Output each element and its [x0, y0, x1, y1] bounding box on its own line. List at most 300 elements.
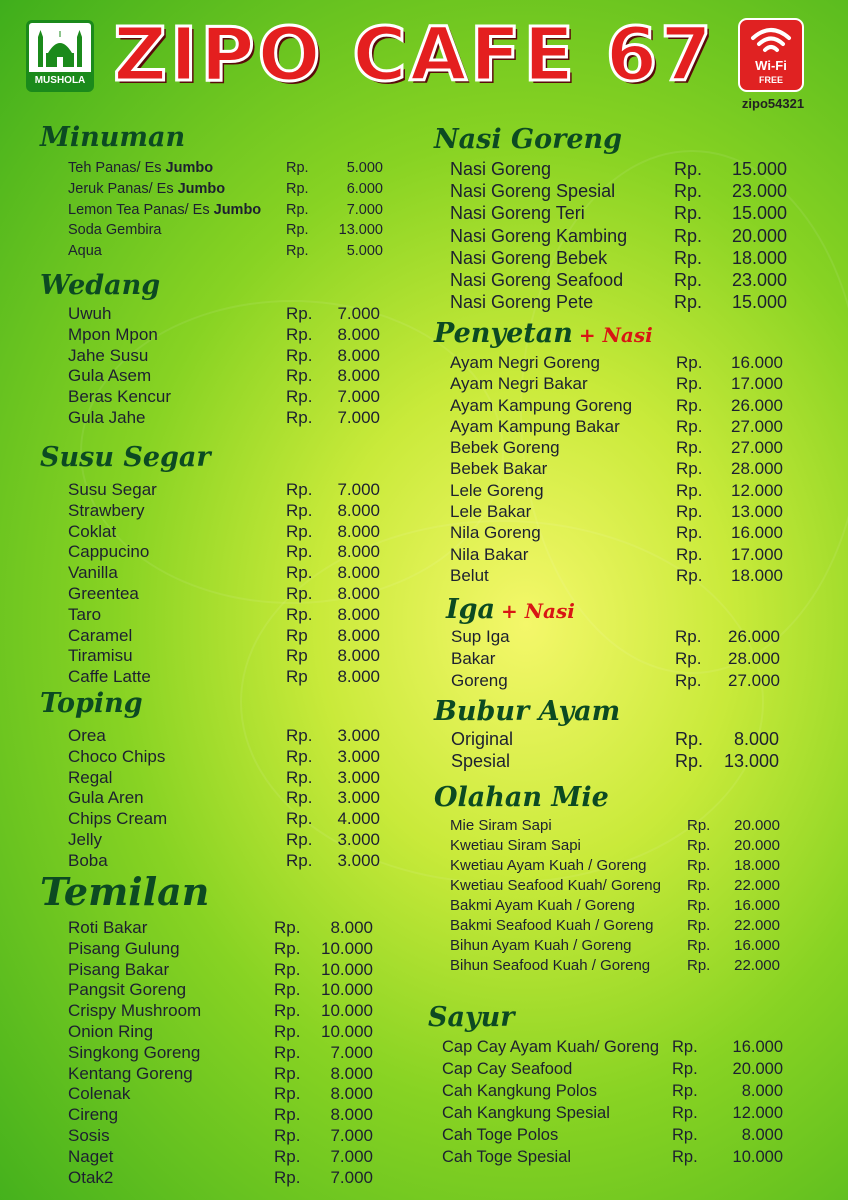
wifi-icon — [750, 25, 792, 57]
menu-item-name — [68, 626, 132, 647]
menu-item-name — [450, 501, 531, 522]
menu-item-name — [450, 373, 588, 394]
currency-label: Rp. — [674, 159, 703, 179]
currency-label: Rp. — [676, 544, 703, 564]
menu-item-name-text: Ayam Negri Goreng — [450, 353, 600, 372]
section-olahan-mie — [434, 782, 780, 976]
currency-label: Rp. — [286, 788, 313, 808]
menu-item-price: 23.000 — [731, 181, 787, 202]
menu-item-name — [442, 1146, 571, 1168]
menu-item — [434, 180, 787, 202]
menu-item-name — [68, 325, 158, 346]
menu-list — [434, 728, 779, 772]
menu-item — [40, 241, 383, 262]
menu-item — [40, 200, 383, 221]
currency-label: Rp. — [286, 746, 313, 766]
section-title — [428, 1002, 515, 1036]
menu-item-name-text: Sup Iga — [451, 627, 510, 646]
menu-item — [434, 247, 787, 269]
menu-item-name-text: Nasi Goreng Spesial — [450, 181, 616, 202]
currency-label: Rp. — [286, 387, 313, 407]
menu-item — [434, 202, 787, 224]
menu-item-price: 10.000 — [732, 1148, 783, 1166]
menu-item-name — [450, 352, 600, 373]
menu-item — [40, 646, 380, 667]
menu-item-name — [442, 1124, 558, 1146]
menu-item — [434, 916, 780, 936]
menu-item-name — [68, 387, 171, 408]
menu-item — [434, 158, 787, 180]
menu-item-name-text: Mie Siram Sapi — [450, 817, 552, 834]
currency-label: Rp. — [687, 917, 711, 934]
menu-item — [40, 1042, 373, 1064]
menu-item-name — [68, 1126, 110, 1147]
menu-item-name — [68, 584, 139, 605]
section-title — [40, 270, 160, 304]
currency-label: Rp. — [672, 1126, 698, 1144]
menu-item-price: 7.000 — [337, 480, 380, 499]
currency-label: Rp — [286, 625, 308, 645]
section-minuman — [40, 122, 383, 262]
menu-item — [40, 500, 380, 522]
menu-item-price: 7.000 — [330, 1146, 373, 1166]
menu-item-price: 15.000 — [731, 203, 787, 224]
menu-item-name — [68, 304, 111, 325]
cafe-title: ZIPO CAFE 67 — [113, 12, 715, 98]
menu-item-name — [450, 416, 620, 437]
menu-item-name — [450, 437, 560, 458]
menu-item-name — [68, 220, 162, 241]
menu-item-name — [450, 395, 632, 416]
menu-item — [40, 366, 380, 387]
menu-item — [434, 565, 783, 586]
currency-label: Rp. — [676, 438, 703, 458]
menu-item — [428, 1080, 783, 1102]
currency-label: Rp. — [286, 850, 313, 870]
menu-item-name — [450, 247, 607, 269]
menu-item-name — [68, 605, 101, 626]
menu-item-price: 3.000 — [337, 726, 380, 745]
menu-item-name — [450, 896, 635, 916]
currency-label: Rp. — [672, 1148, 698, 1166]
section-bubur-ayam — [434, 696, 779, 772]
menu-item-name — [442, 1036, 659, 1058]
menu-item-price: 27.000 — [731, 438, 783, 458]
menu-item — [40, 667, 380, 688]
menu-item-name-text: Spesial — [451, 751, 511, 771]
menu-item-name-text: Singkong Goreng — [68, 1042, 201, 1062]
menu-item-name-text: Greentea — [68, 583, 139, 603]
menu-item-price: 3.000 — [337, 788, 380, 808]
menu-item-price: 16.000 — [734, 897, 780, 914]
menu-item-price: 7.000 — [337, 387, 380, 407]
menu-item-name — [68, 939, 180, 960]
menu-item — [434, 416, 783, 437]
menu-item — [40, 220, 383, 241]
menu-item-name-text: Orea — [68, 726, 106, 745]
menu-list — [434, 352, 783, 586]
menu-item-name-text: Susu Segar — [68, 480, 157, 499]
menu-item — [40, 1167, 373, 1189]
menu-item-name-text: Ayam Kampung Goreng — [450, 395, 633, 415]
menu-item-name-text: Bakar — [451, 649, 496, 668]
menu-list — [428, 1036, 783, 1168]
menu-item-name — [68, 726, 106, 747]
menu-item-price: 7.000 — [337, 407, 380, 427]
menu-item-name-text: Nasi Goreng Bebek — [450, 247, 608, 268]
menu-item-name — [68, 667, 151, 688]
menu-item-price: 7.000 — [346, 201, 383, 218]
menu-item-price: 8.000 — [733, 729, 779, 749]
menu-item-name — [450, 269, 623, 291]
menu-item-price: 7.000 — [330, 1167, 373, 1187]
menu-item — [428, 1124, 783, 1146]
menu-item — [40, 980, 373, 1001]
menu-item — [40, 788, 380, 809]
menu-item-name — [451, 750, 510, 772]
menu-item-name-bold: Jumbo — [177, 180, 226, 197]
currency-label: Rp. — [676, 353, 703, 372]
menu-item — [434, 836, 780, 856]
menu-item-name-text: Jahe Susu — [68, 345, 149, 365]
menu-item-price: 8.000 — [337, 646, 380, 666]
menu-item-price: 8.000 — [337, 667, 380, 687]
menu-item-price: 16.000 — [731, 523, 783, 543]
menu-item-name-text: Naget — [68, 1146, 114, 1166]
currency-label: Rp. — [674, 292, 703, 313]
menu-item-price: 15.000 — [731, 159, 787, 179]
menu-item-price: 8.000 — [330, 1084, 373, 1104]
section-title — [40, 442, 211, 480]
menu-item-name-text: Gula Jahe — [68, 407, 146, 427]
menu-item-price: 8.000 — [330, 1063, 373, 1083]
menu-item-name-bold: Jumbo — [165, 160, 214, 176]
menu-item — [434, 291, 787, 313]
menu-item-name-text: Chips Cream — [68, 809, 168, 829]
menu-item-name — [451, 648, 495, 670]
currency-label: Rp. — [676, 523, 703, 543]
menu-item-name-text: Nila Goreng — [450, 523, 541, 543]
menu-item — [40, 521, 380, 543]
menu-item-name-text: Pisang Gulung — [68, 938, 180, 958]
currency-label: Rp. — [274, 1021, 301, 1041]
currency-label: Rp. — [286, 304, 313, 323]
menu-item-price: 8.000 — [337, 521, 380, 541]
menu-item — [40, 767, 380, 789]
menu-item-name-text: Bihun Seafood Kuah / Goreng — [450, 957, 651, 974]
menu-item — [40, 1105, 373, 1126]
menu-item-price: 8.000 — [337, 324, 380, 344]
menu-item-name — [68, 1084, 130, 1105]
menu-item-name — [68, 980, 186, 1001]
menu-item-name — [68, 1147, 113, 1168]
section-title-plus: + Nasi — [501, 599, 575, 623]
menu-item — [434, 480, 783, 501]
menu-item-price: 5.000 — [346, 160, 383, 176]
menu-item-name-text: Coklat — [68, 521, 117, 541]
menu-item — [40, 938, 373, 960]
menu-item — [434, 856, 780, 876]
currency-label: Rp. — [674, 203, 703, 224]
currency-label: Rp. — [286, 366, 313, 386]
menu-item — [434, 728, 779, 750]
currency-label: Rp. — [676, 480, 703, 500]
menu-item — [434, 225, 787, 247]
menu-item-price: 10.000 — [321, 938, 373, 958]
menu-item-name-text: Cah Toge Spesial — [442, 1148, 572, 1166]
currency-label: Rp. — [687, 857, 711, 874]
currency-label: Rp — [286, 667, 308, 687]
section-title-text: Iga — [446, 594, 496, 625]
menu-item-price: 8.000 — [741, 1082, 783, 1100]
currency-label: Rp. — [674, 181, 703, 202]
currency-label: Rp — [286, 646, 308, 666]
currency-label: Rp. — [687, 877, 711, 894]
menu-item — [428, 1036, 783, 1058]
menu-item-price: 28.000 — [731, 459, 783, 479]
menu-list — [40, 726, 380, 872]
menu-item-price: 7.000 — [330, 1042, 373, 1062]
menu-item-price: 7.000 — [337, 304, 380, 323]
menu-list — [40, 480, 380, 688]
menu-item-name-text: Pisang Bakar — [68, 959, 170, 979]
menu-item-name — [450, 856, 647, 876]
menu-item-name-text: Crispy Mushroom — [68, 1001, 202, 1021]
menu-item-name-text: Nasi Goreng Seafood — [450, 269, 624, 290]
menu-item-name — [450, 916, 653, 936]
menu-item-name — [450, 816, 552, 836]
menu-item-name — [450, 180, 615, 202]
currency-label: Rp. — [674, 225, 703, 246]
menu-item — [446, 670, 780, 692]
menu-item — [40, 1084, 373, 1105]
currency-label: Rp. — [286, 604, 313, 624]
menu-item-name-text: Lele Goreng — [450, 480, 544, 500]
menu-item — [40, 542, 380, 563]
menu-item-price: 27.000 — [731, 416, 783, 436]
currency-label: Rp. — [274, 1084, 301, 1104]
menu-item-name — [450, 522, 541, 543]
currency-label: Rp. — [687, 937, 711, 954]
currency-label: Rp. — [286, 521, 313, 541]
currency-label: Rp. — [672, 1104, 698, 1122]
menu-item-name — [68, 346, 148, 367]
menu-item-name-text: Caffe Latte — [68, 667, 151, 687]
menu-item-name-text: Nasi Goreng Teri — [450, 203, 585, 224]
currency-label: Rp. — [286, 500, 313, 520]
menu-list — [434, 158, 787, 313]
menu-list — [434, 816, 780, 976]
wifi-label: Wi-Fi — [755, 58, 787, 73]
menu-item-name — [68, 788, 144, 809]
currency-label: Rp. — [672, 1038, 698, 1056]
menu-item-price: 5.000 — [346, 243, 383, 260]
menu-item-name — [68, 366, 151, 387]
menu-item-name — [68, 960, 169, 981]
menu-item-name — [68, 501, 145, 522]
currency-label: Rp. — [286, 243, 309, 260]
menu-item-price: 7.000 — [330, 1125, 373, 1145]
currency-label: Rp. — [286, 809, 313, 829]
menu-item-name-text: Bakmi Ayam Kuah / Goreng — [450, 897, 635, 914]
menu-item-price: 8.000 — [337, 345, 380, 365]
menu-item — [434, 936, 780, 956]
section-nasi-goreng — [434, 124, 787, 313]
menu-item-price: 16.000 — [731, 353, 783, 372]
currency-label: Rp. — [286, 829, 313, 849]
menu-item-name-text: Otak2 — [68, 1167, 114, 1187]
menu-item-name — [68, 1064, 193, 1085]
menu-item-price: 8.000 — [337, 366, 380, 386]
menu-item-name — [68, 918, 147, 939]
currency-label: Rp. — [274, 1042, 301, 1062]
currency-label: Rp. — [286, 563, 313, 583]
menu-item — [40, 324, 380, 346]
menu-item-price: 18.000 — [731, 247, 787, 268]
menu-list — [40, 304, 380, 429]
menu-item-name — [442, 1102, 610, 1124]
currency-label: Rp. — [676, 395, 703, 415]
currency-label: Rp. — [676, 565, 703, 585]
menu-item — [40, 625, 380, 647]
section-sayur — [428, 1002, 783, 1168]
menu-item-price: 16.000 — [734, 937, 780, 954]
menu-item — [40, 1021, 373, 1043]
menu-item-name-text: Roti Bakar — [68, 918, 148, 937]
menu-item-name — [450, 225, 627, 247]
menu-item — [40, 604, 380, 626]
menu-item — [434, 395, 783, 416]
menu-item-name — [68, 158, 213, 179]
currency-label: Rp. — [675, 751, 704, 771]
menu-item-price: 13.000 — [731, 502, 783, 522]
menu-item — [434, 750, 779, 772]
currency-label: Rp. — [274, 938, 301, 958]
menu-item-name — [68, 830, 102, 851]
menu-item — [434, 956, 780, 976]
menu-item-name — [68, 768, 112, 789]
menu-item-price: 16.000 — [732, 1038, 783, 1056]
menu-item-price: 18.000 — [731, 565, 783, 585]
menu-item-name-text: Bebek Bakar — [450, 459, 548, 479]
currency-label: Rp. — [286, 345, 313, 365]
menu-item-name — [451, 670, 508, 692]
menu-item-name-text: Gula Asem — [68, 366, 152, 386]
menu-item-name — [450, 291, 593, 313]
menu-item-price: 8.000 — [337, 563, 380, 583]
section-title — [434, 318, 653, 352]
menu-item-name — [450, 544, 528, 565]
menu-item-name-text: Nasi Goreng — [450, 159, 552, 179]
menu-item — [446, 626, 780, 648]
menu-list — [40, 158, 383, 262]
menu-item-name — [450, 480, 544, 501]
menu-item — [434, 373, 783, 394]
menu-item — [40, 480, 380, 501]
currency-label: Rp. — [286, 480, 313, 499]
menu-item-price: 17.000 — [731, 544, 783, 564]
menu-item — [446, 648, 780, 670]
currency-label: Rp. — [286, 324, 313, 344]
mushola-label: MUSHOLA — [29, 72, 91, 89]
menu-item-name-text: Onion Ring — [68, 1021, 154, 1041]
menu-item-price: 8.000 — [741, 1126, 783, 1144]
section-title-text: Temilan — [40, 869, 210, 914]
menu-item — [40, 563, 380, 584]
currency-label: Rp. — [286, 222, 309, 239]
menu-item-name — [450, 956, 650, 976]
currency-label: Rp. — [274, 1063, 301, 1083]
menu-item — [434, 269, 787, 291]
menu-item-name-text: Jelly — [68, 829, 103, 849]
menu-item-name — [68, 809, 167, 830]
section-title-text: Penyetan — [434, 318, 573, 349]
menu-item — [40, 746, 380, 768]
menu-item — [434, 522, 783, 543]
section-title — [434, 782, 609, 816]
section-title-text: Olahan Mie — [434, 782, 609, 813]
mushola-badge — [26, 20, 94, 92]
currency-label: Rp. — [675, 671, 702, 690]
section-title-text: Wedang — [40, 270, 161, 301]
menu-item-name-text: Kwetiau Siram Sapi — [450, 837, 581, 854]
menu-item-name-text: Jeruk Panas/ Es — [68, 180, 178, 197]
section-wedang — [40, 270, 380, 429]
menu-item-price: 20.000 — [732, 1060, 783, 1078]
menu-item — [434, 544, 783, 565]
menu-header — [0, 0, 848, 120]
section-toping — [40, 688, 380, 872]
wifi-password: zipo54321 — [741, 96, 805, 111]
menu-item-name-text: Belut — [450, 565, 489, 585]
menu-item — [40, 1001, 373, 1022]
menu-item-name-text: Lemon Tea Panas/ Es — [68, 201, 214, 218]
menu-item — [428, 1146, 783, 1168]
section-title-text: Susu Segar — [40, 442, 211, 473]
menu-item-name — [68, 1168, 113, 1189]
currency-label: Rp. — [274, 1146, 301, 1166]
menu-item-name-text: Lele Bakar — [450, 502, 532, 522]
section-susu-segar — [40, 442, 380, 688]
section-temilan — [40, 869, 373, 1188]
menu-item-name — [450, 565, 489, 586]
menu-item-name — [68, 179, 225, 200]
menu-item-name-text: Original — [451, 729, 514, 749]
menu-item — [40, 829, 380, 851]
menu-item-name-text: Cah Kangkung Spesial — [442, 1104, 610, 1122]
menu-item-name-text: Gula Aren — [68, 788, 144, 808]
currency-label: Rp. — [286, 767, 313, 787]
currency-label: Rp. — [687, 957, 711, 974]
currency-label: Rp. — [286, 583, 313, 603]
section-title — [434, 124, 622, 158]
menu-item-name-text: Choco Chips — [68, 746, 166, 766]
menu-item-price: 13.000 — [723, 751, 779, 771]
menu-item-price: 8.000 — [337, 542, 380, 562]
section-title-text: Nasi Goreng — [434, 124, 623, 155]
menu-item — [434, 352, 783, 373]
currency-label: Rp. — [286, 407, 313, 427]
menu-item-price: 8.000 — [337, 604, 380, 624]
menu-item-name — [68, 542, 149, 563]
currency-label: Rp. — [286, 201, 309, 218]
currency-label: Rp. — [676, 374, 703, 394]
currency-label: Rp. — [286, 160, 309, 176]
currency-label: Rp. — [675, 649, 702, 668]
menu-item — [428, 1102, 783, 1124]
menu-item-name — [68, 646, 133, 667]
menu-item-price: 10.000 — [321, 959, 373, 979]
